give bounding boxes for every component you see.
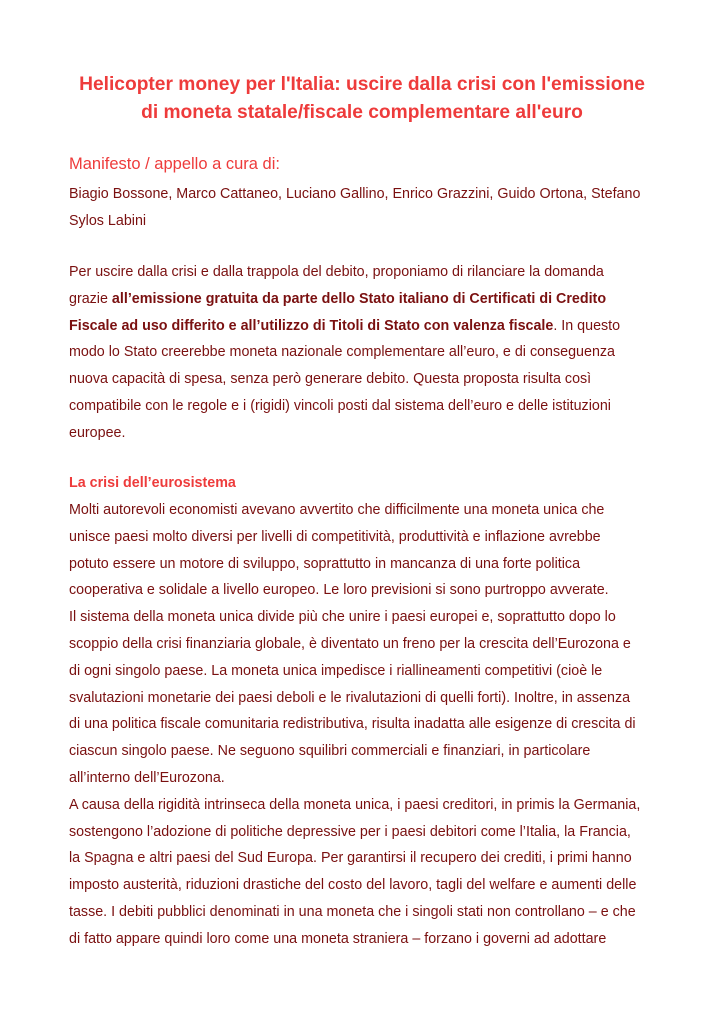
body-line: di una politica fiscale comunitaria redistributiva, risulta inadatta alle esigenze di crescita di bbox=[69, 716, 636, 733]
document-title bbox=[40, 71, 684, 127]
intro-line: europee. bbox=[69, 424, 126, 441]
body-line: svalutazioni monetarie dei paesi deboli e le rivalutazioni di quelli forti). Inoltre, in assenza bbox=[69, 689, 631, 706]
body-line: ciascun singolo paese. Ne seguono squilibri commerciali e finanziari, in particolare bbox=[69, 743, 591, 760]
intro-line: compatibile con le regole e i (rigidi) vincoli posti dal sistema dell’euro e delle istituzioni bbox=[69, 397, 611, 414]
body-line: sostengono l’adozione di politiche depressive per i paesi debitori come l’Italia, la Francia, bbox=[69, 823, 631, 840]
section-body bbox=[69, 497, 669, 953]
body-line: Molti autorevoli economisti avevano avvertito che difficilmente una moneta unica che bbox=[69, 502, 605, 518]
intro-line bbox=[69, 313, 669, 340]
section-heading: La crisi dell’eurosistema bbox=[69, 475, 236, 491]
title-line: Helicopter money per l'Italia: uscire dalla crisi con l'emissione bbox=[79, 74, 645, 95]
intro-line bbox=[69, 286, 669, 313]
title-line: di moneta statale/fiscale complementare all'euro bbox=[141, 102, 583, 123]
intro-bold-text: Fiscale ad uso differito e all’utilizzo di Titoli di Stato con valenza fiscale bbox=[69, 317, 554, 334]
intro-text: . In questo bbox=[553, 317, 621, 334]
intro-paragraph bbox=[69, 259, 669, 447]
body-line: Il sistema della moneta unica divide più che unire i paesi europei e, soprattutto dopo lo bbox=[69, 609, 616, 626]
authors-line: Biagio Bossone, Marco Cattaneo, Luciano Gallino, Enrico Grazzini, Guido Ortona, Stefano bbox=[69, 186, 641, 202]
body-line: all’interno dell’Eurozona. bbox=[69, 769, 225, 786]
body-line: di ogni singolo paese. La moneta unica impedisce i riallineamenti competitivi (cioè le bbox=[69, 662, 603, 679]
body-line: di fatto appare quindi loro come una moneta straniera – forzano i governi ad adottare bbox=[69, 930, 607, 947]
authors-list bbox=[69, 181, 669, 235]
curators-heading: Manifesto / appello a cura di: bbox=[69, 155, 280, 173]
intro-line: modo lo Stato creerebbe moneta nazionale complementare all’euro, e di conseguenza bbox=[69, 344, 616, 361]
body-line: unisce paesi molto diversi per livelli di competitività, produttività e inflazione avrebbe bbox=[69, 528, 601, 545]
body-line: scoppio della crisi finanziaria globale, è diventato un freno per la crescita dell’Eurozona e bbox=[69, 635, 631, 652]
body-line: potuto essere un motore di sviluppo, soprattutto in mancanza di una forte politica bbox=[69, 555, 581, 572]
intro-bold-text: all’emissione gratuita da parte dello Stato italiano di Certificati di Credito bbox=[111, 290, 607, 307]
body-line: tasse. I debiti pubblici denominati in una moneta che i singoli stati non controllano – e che bbox=[69, 903, 636, 920]
authors-line: Sylos Labini bbox=[69, 212, 147, 229]
body-line: cooperativa e solidale a livello europeo. Le loro previsioni si sono purtroppo avverate. bbox=[69, 582, 609, 599]
intro-text: grazie bbox=[69, 290, 112, 307]
body-line: imposto austerità, riduzioni drastiche del costo del lavoro, tagli del welfare e aumenti delle bbox=[69, 877, 637, 894]
intro-line: Per uscire dalla crisi e dalla trappola del debito, proponiamo di rilanciare la domanda bbox=[69, 264, 604, 280]
body-line: A causa della rigidità intrinseca della moneta unica, i paesi creditori, in primis la Germania, bbox=[69, 796, 641, 813]
body-line: la Spagna e altri paesi del Sud Europa. Per garantirsi il recupero dei crediti, i primi hanno bbox=[69, 850, 632, 867]
intro-line: nuova capacità di spesa, senza però generare debito. Questa proposta risulta così bbox=[69, 371, 592, 388]
